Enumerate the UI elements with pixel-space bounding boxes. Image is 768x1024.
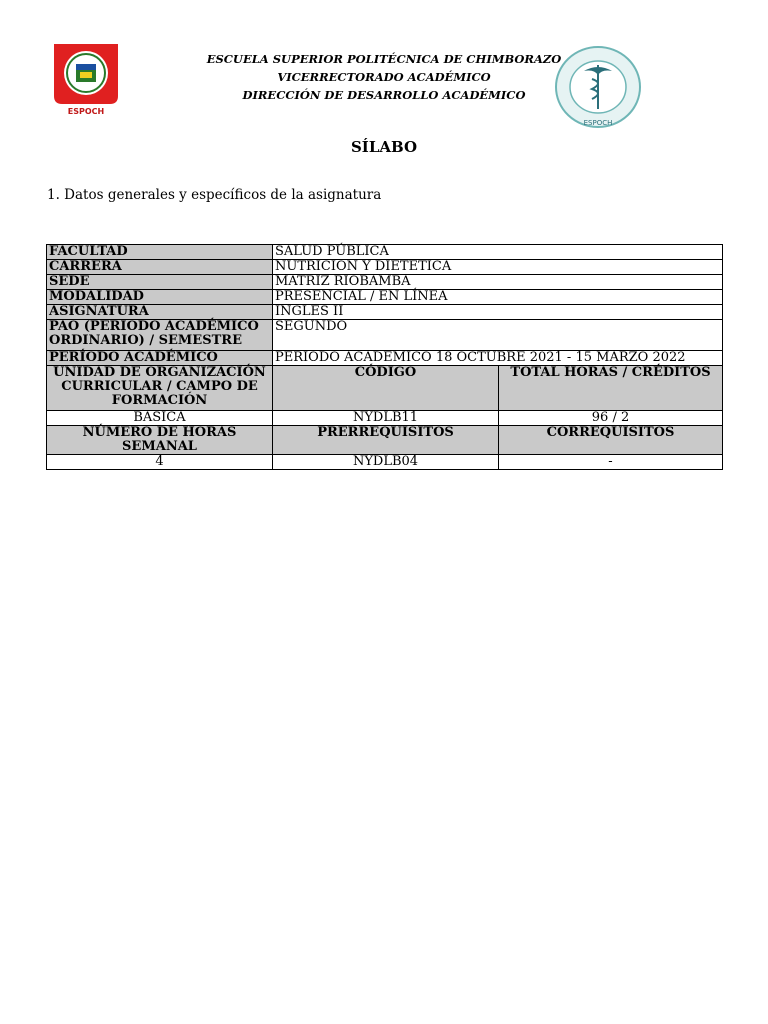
- espoch-logo: [54, 44, 118, 116]
- row-label: PAO (PERIODO ACADÉMICO ORDINARIO) / SEMESTRE: [47, 320, 273, 351]
- row-value: MATRIZ RIOBAMBA: [273, 275, 723, 290]
- column-header: NÚMERO DE HORAS SEMANAL: [47, 426, 273, 455]
- table-row: [47, 320, 723, 351]
- espoch-logo-text: ESPOCH: [67, 107, 105, 116]
- column-header: CÓDIGO: [273, 366, 499, 411]
- table-cell: BASICA: [47, 411, 273, 426]
- row-value: SEGUNDO: [273, 320, 723, 351]
- column-header: CORREQUISITOS: [499, 426, 723, 455]
- header-line-2: VICERRECTORADO ACADÉMICO: [277, 70, 491, 84]
- table-row: [47, 455, 723, 470]
- table-cell: 4: [47, 455, 273, 470]
- document-title: SÍLABO: [350, 138, 418, 156]
- row-label: CARRERA: [47, 260, 273, 275]
- row-value: PRESENCIAL / EN LÍNEA: [273, 290, 723, 305]
- row-label: PERÍODO ACADÉMICO: [47, 351, 273, 366]
- row-value: NUTRICION Y DIETETICA: [273, 260, 723, 275]
- table-cell: NYDLB11: [273, 411, 499, 426]
- row-label: SEDE: [47, 275, 273, 290]
- row-label: FACULTAD: [47, 245, 273, 260]
- column-header: UNIDAD DE ORGANIZACIÓN CURRICULAR / CAMPO DE FORMACIÓN: [47, 366, 273, 411]
- seal-bottom-text: ESPOCH: [583, 119, 613, 127]
- column-header: PRERREQUISITOS: [273, 426, 499, 455]
- row-value: PERIODO ACADEMICO 18 OCTUBRE 2021 - 15 MARZO 2022: [273, 351, 723, 366]
- row-label: MODALIDAD: [47, 290, 273, 305]
- table-cell: 96 / 2: [499, 411, 723, 426]
- table-row: [47, 260, 723, 275]
- faculty-seal: [554, 45, 642, 129]
- table-cell: NYDLB04: [273, 455, 499, 470]
- table-row: [47, 305, 723, 320]
- row-value: INGLES II: [273, 305, 723, 320]
- header-line-3: DIRECCIÓN DE DESARROLLO ACADÉMICO: [242, 88, 526, 102]
- table-header-row: [47, 366, 723, 411]
- section-title: 1. Datos generales y específicos de la asignatura: [47, 187, 382, 203]
- course-info-table: [46, 244, 723, 470]
- header-line-1: ESCUELA SUPERIOR POLITÉCNICA DE CHIMBORAZO: [206, 52, 562, 66]
- row-label: ASIGNATURA: [47, 305, 273, 320]
- table-row: [47, 411, 723, 426]
- row-value: SALUD PÚBLICA: [273, 245, 723, 260]
- table-row: [47, 275, 723, 290]
- table-cell: -: [499, 455, 723, 470]
- table-row: [47, 245, 723, 260]
- institution-header: [200, 50, 568, 104]
- table-row: [47, 290, 723, 305]
- column-header: TOTAL HORAS / CRÉDITOS: [499, 366, 723, 411]
- table-header-row: [47, 426, 723, 455]
- table-row: [47, 351, 723, 366]
